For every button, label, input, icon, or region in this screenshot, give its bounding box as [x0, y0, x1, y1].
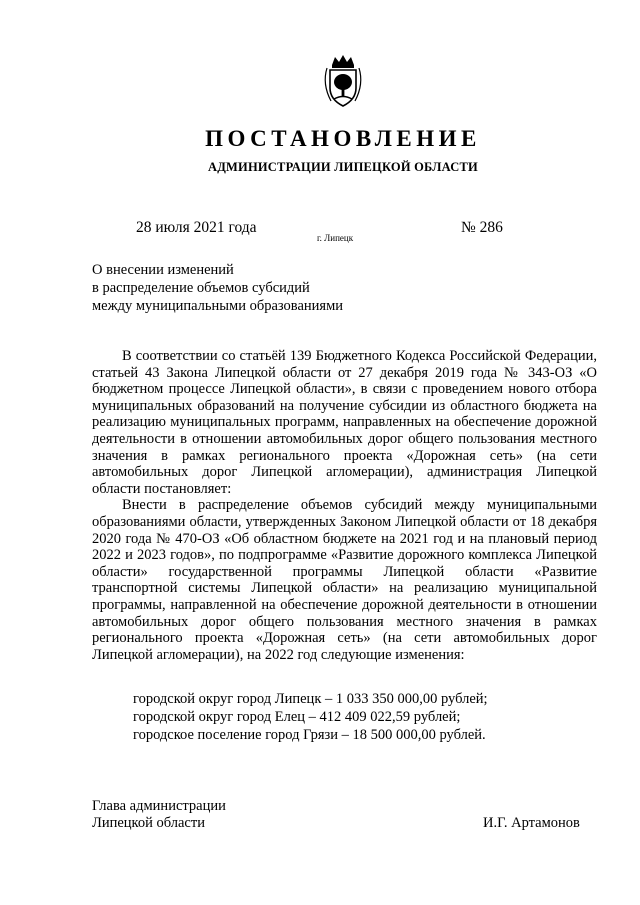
allocation-item: городской округ город Елец – 412 409 022,59 рублей;: [133, 709, 461, 725]
document-issuer: АДМИНИСТРАЦИИ ЛИПЕЦКОЙ ОБЛАСТИ: [208, 160, 478, 174]
allocation-item: городской округ город Липецк – 1 033 350 000,00 рублей;: [133, 691, 488, 707]
document-body: [92, 348, 597, 663]
position-line: Липецкой области: [92, 815, 205, 831]
coat-of-arms-icon: [321, 54, 365, 108]
document-date: 28 июля 2021 года: [136, 219, 257, 236]
subject-line: О внесении изменений: [92, 262, 234, 278]
document-number: № 286: [461, 219, 503, 236]
allocation-item: городское поселение город Грязи – 18 500 000,00 рублей.: [133, 727, 486, 743]
subject-line: между муниципальными образованиями: [92, 298, 344, 314]
position-line: Глава администрации: [92, 798, 226, 814]
document-place: г. Липецк: [317, 233, 354, 243]
document-subject: [92, 261, 343, 315]
resolution-paragraph: Внести в распределение объемов субсидий между муниципальными образованиями области, утвержденных Законом Липецкой области от 18 декабря 2020 года № 470-ОЗ «Об областном бюджете на 2021 год и на плановый период 2022 и 2023 годов», по подпрограмме «Развитие дорожного комплекса Липецкой области» государственной программы Липецкой области «Развитие транспортной системы Липецкой области» на реализацию муниципальной программы, направленной на обеспечение дорожной деятельности в отношении автомобильных дорог общего пользования местного значения в рамках регионального проекта «Дорожная сеть» (на сети автомобильных дорог Липецкой агломерации), на 2022 год следующие изменения:: [92, 497, 597, 663]
signatory-position: [92, 798, 226, 832]
subject-line: в распределение объемов субсидий: [92, 280, 310, 296]
preamble-paragraph: В соответствии со статьёй 139 Бюджетного Кодекса Российской Федерации, статьей 43 Закона Липецкой области от 27 декабря 2019 года № 343-ОЗ «О бюджетном процессе Липецкой области», в связи с проведением нового отбора муниципальных образований на получение субсидии из областного бюджета на реализацию муниципальных программ, направленных на обеспечение дорожной деятельности в отношении автомобильных дорог общего пользования местного значения в рамках регионального проекта «Дорожная сеть» (на сети автомобильных дорог Липецкой агломерации), администрация Липецкой области постановляет:: [92, 348, 597, 497]
allocation-list: [133, 690, 488, 744]
document-title: ПОСТАНОВЛЕНИЕ: [205, 126, 481, 151]
signatory-name: И.Г. Артамонов: [483, 815, 580, 831]
